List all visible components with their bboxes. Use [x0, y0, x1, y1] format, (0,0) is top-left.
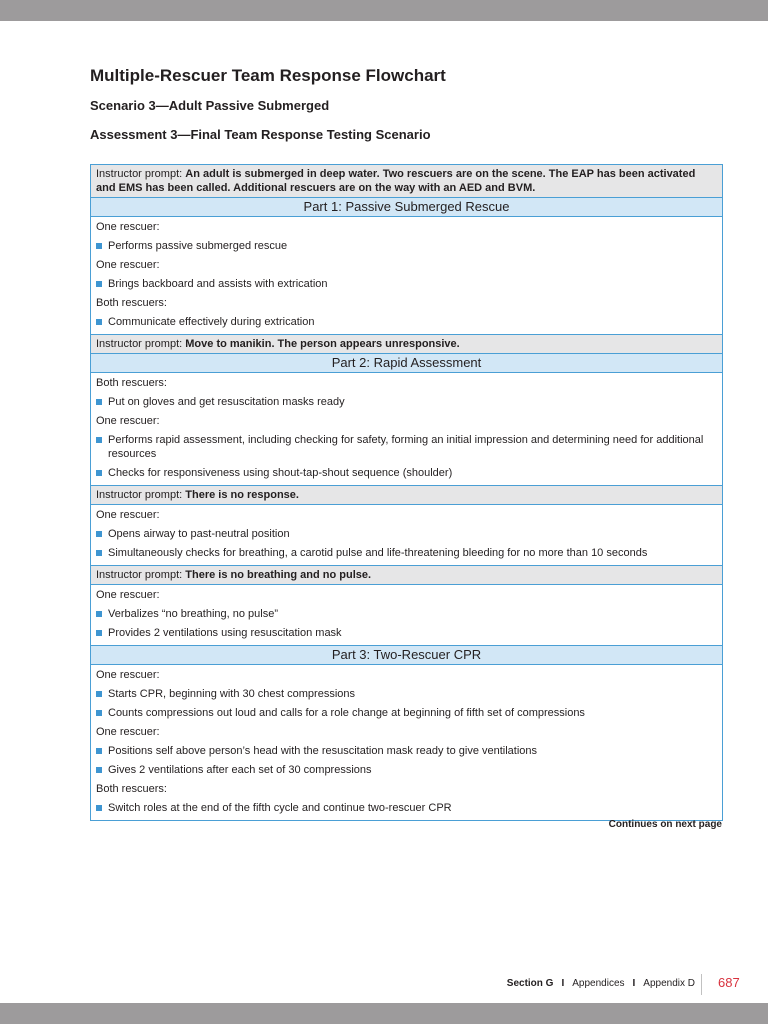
step-group — [91, 373, 722, 486]
page-title: Multiple-Rescuer Team Response Flowchart — [90, 66, 446, 85]
bullet-icon — [96, 710, 102, 716]
footer-separator: I — [632, 978, 636, 989]
prompt-text: There is no breathing and no pulse. — [185, 569, 372, 581]
bullet-icon — [96, 470, 102, 476]
bullet-icon — [96, 767, 102, 773]
footer-separator: I — [561, 978, 565, 989]
bottom-bar — [0, 1003, 768, 1024]
flowchart-table — [90, 164, 723, 821]
role-label: One rescuer: — [96, 259, 160, 271]
role-label: Both rescuers: — [96, 297, 167, 309]
list-item: Communicate effectively during extrication — [96, 313, 717, 332]
list-item: Brings backboard and assists with extrication — [96, 275, 717, 294]
bullet-icon — [96, 319, 102, 325]
part-header: Part 3: Two-Rescuer CPR — [91, 646, 722, 665]
prompt-label: Instructor prompt: — [96, 569, 186, 581]
prompt-text: An adult is submerged in deep water. Two rescuers are on the scene. The EAP has been activated and EMS has been called. Additional rescuers are on the way with an AED and BVM. — [96, 168, 696, 194]
role-label: Both rescuers: — [96, 377, 167, 389]
role-label: One rescuer: — [96, 669, 160, 681]
list-item: Switch roles at the end of the fifth cycle and continue two-rescuer CPR — [96, 799, 717, 818]
step-group — [91, 505, 722, 566]
list-item: Put on gloves and get resuscitation masks ready — [96, 393, 717, 412]
bullet-icon — [96, 399, 102, 405]
list-item: Counts compressions out loud and calls for a role change at beginning of fifth set of compressions — [96, 704, 717, 723]
footer-divider — [701, 974, 702, 995]
bullet-icon — [96, 281, 102, 287]
footer-appendix: Appendix D — [643, 978, 695, 989]
part-header: Part 2: Rapid Assessment — [91, 354, 722, 373]
instructor-prompt — [91, 486, 722, 505]
bullet-icon — [96, 748, 102, 754]
part-header: Part 1: Passive Submerged Rescue — [91, 198, 722, 217]
role-label: One rescuer: — [96, 589, 160, 601]
role-label: One rescuer: — [96, 726, 160, 738]
prompt-label: Instructor prompt: — [96, 168, 186, 180]
bullet-icon — [96, 437, 102, 443]
prompt-text: There is no response. — [185, 489, 299, 501]
step-group — [91, 665, 722, 820]
footer-appendices: Appendices — [572, 978, 625, 989]
bullet-icon — [96, 550, 102, 556]
bullet-icon — [96, 243, 102, 249]
instructor-prompt — [91, 165, 722, 198]
list-item: Positions self above person’s head with the resuscitation mask ready to give ventilations — [96, 742, 717, 761]
instructor-prompt — [91, 566, 722, 585]
top-bar — [0, 0, 768, 21]
list-item: Checks for responsiveness using shout-tap-shout sequence (shoulder) — [96, 464, 717, 483]
footer-section: Section G — [506, 978, 554, 989]
assessment-heading: Assessment 3—Final Team Response Testing Scenario — [90, 127, 431, 142]
list-item: Simultaneously checks for breathing, a carotid pulse and life-threatening bleeding for no more than 10 seconds — [96, 544, 717, 563]
role-label: One rescuer: — [96, 415, 160, 427]
list-item: Performs passive submerged rescue — [96, 237, 717, 256]
list-item: Verbalizes “no breathing, no pulse” — [96, 605, 717, 624]
step-group — [91, 217, 722, 335]
list-item: Performs rapid assessment, including checking for safety, forming an initial impression and determining need for additional resources — [96, 431, 717, 464]
footer-nav — [507, 978, 695, 989]
bullet-icon — [96, 691, 102, 697]
page-number: 687 — [718, 975, 740, 990]
bullet-icon — [96, 805, 102, 811]
role-label: One rescuer: — [96, 221, 160, 233]
role-label: One rescuer: — [96, 509, 160, 521]
prompt-text: Move to manikin. The person appears unresponsive. — [185, 338, 460, 350]
prompt-label: Instructor prompt: — [96, 338, 186, 350]
bullet-icon — [96, 630, 102, 636]
list-item: Opens airway to past-neutral position — [96, 525, 717, 544]
role-label: Both rescuers: — [96, 783, 167, 795]
prompt-label: Instructor prompt: — [96, 489, 186, 501]
list-item: Provides 2 ventilations using resuscitation mask — [96, 624, 717, 643]
instructor-prompt — [91, 335, 722, 354]
list-item: Starts CPR, beginning with 30 chest compressions — [96, 685, 717, 704]
bullet-icon — [96, 611, 102, 617]
scenario-heading: Scenario 3—Adult Passive Submerged — [90, 98, 330, 113]
step-group — [91, 585, 722, 646]
list-item: Gives 2 ventilations after each set of 30 compressions — [96, 761, 717, 780]
bullet-icon — [96, 531, 102, 537]
continues-note: Continues on next page — [608, 819, 722, 830]
